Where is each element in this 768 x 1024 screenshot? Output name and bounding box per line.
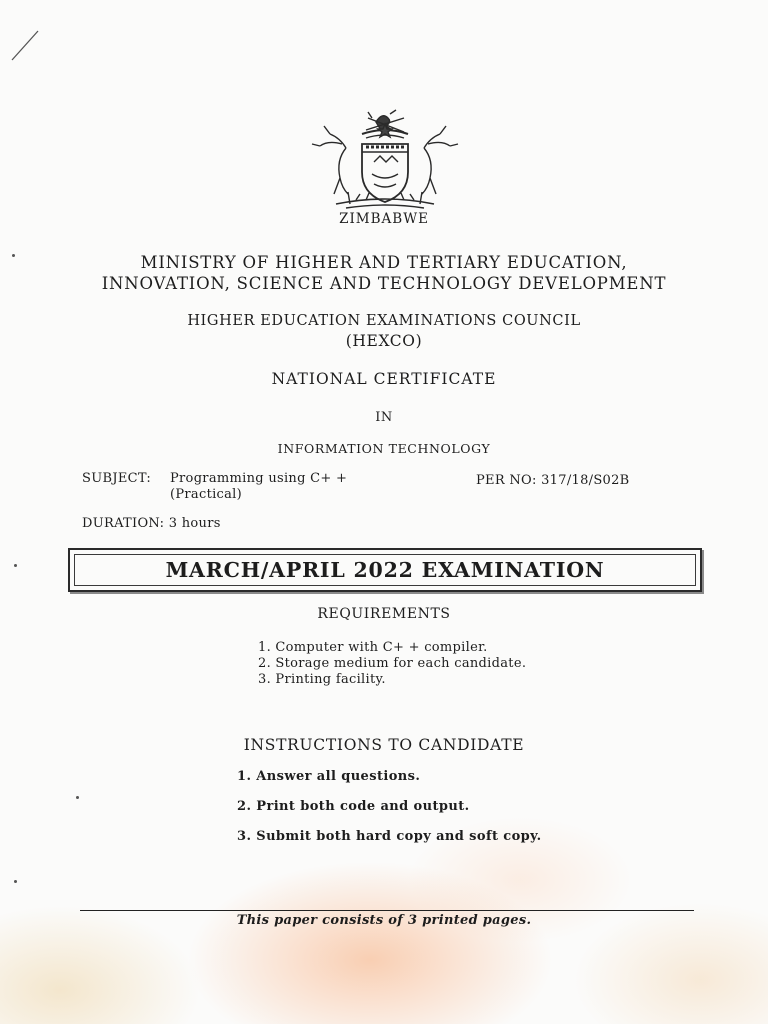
council-line-1: HIGHER EDUCATION EXAMINATIONS COUNCIL — [187, 313, 581, 329]
council-line-2: (HEXCO) — [345, 332, 423, 350]
paper-speck — [14, 564, 17, 567]
ministry-line-2: INNOVATION, SCIENCE AND TECHNOLOGY DEVELOPMENT — [101, 274, 667, 293]
connector-text: IN — [375, 410, 393, 425]
paper-speck — [12, 254, 15, 257]
subject-label: SUBJECT: — [82, 471, 152, 486]
field-of-study: INFORMATION TECHNOLOGY — [277, 441, 491, 456]
instruction-item: 3. Submit both hard copy and soft copy. — [237, 829, 542, 844]
paper-speck — [14, 880, 17, 883]
exam-duration: DURATION: 3 hours — [82, 516, 221, 531]
ministry-title — [0, 252, 768, 294]
subject-value — [170, 471, 347, 503]
requirements-list — [258, 640, 526, 688]
exam-title-box — [68, 548, 702, 592]
requirement-item: 1. Computer with C+ + compiler. — [258, 640, 488, 655]
paper-number: PER NO: 317/18/S02B — [476, 473, 630, 488]
coat-of-arms-icon — [306, 104, 464, 216]
subject-line-2: (Practical) — [170, 487, 243, 502]
paper-speck — [76, 796, 79, 799]
requirement-item: 2. Storage medium for each candidate. — [258, 656, 527, 671]
page-count-note: This paper consists of 3 printed pages. — [236, 913, 532, 928]
footer-rule — [80, 910, 694, 911]
instructions-list — [237, 769, 542, 859]
requirements-heading: REQUIREMENTS — [317, 606, 451, 622]
exam-title: MARCH/APRIL 2022 EXAMINATION — [74, 554, 696, 586]
requirement-item: 3. Printing facility. — [258, 672, 386, 687]
pencil-mark-icon — [10, 28, 40, 62]
instructions-heading: INSTRUCTIONS TO CANDIDATE — [243, 736, 525, 754]
country-name: ZIMBABWE — [339, 211, 429, 227]
instruction-item: 2. Print both code and output. — [237, 799, 470, 814]
ministry-line-1: MINISTRY OF HIGHER AND TERTIARY EDUCATION, — [140, 253, 628, 272]
award-title: NATIONAL CERTIFICATE — [271, 370, 497, 388]
instruction-item: 1. Answer all questions. — [237, 769, 421, 784]
subject-line-1: Programming using C+ + — [170, 471, 348, 486]
council-title — [0, 311, 768, 351]
